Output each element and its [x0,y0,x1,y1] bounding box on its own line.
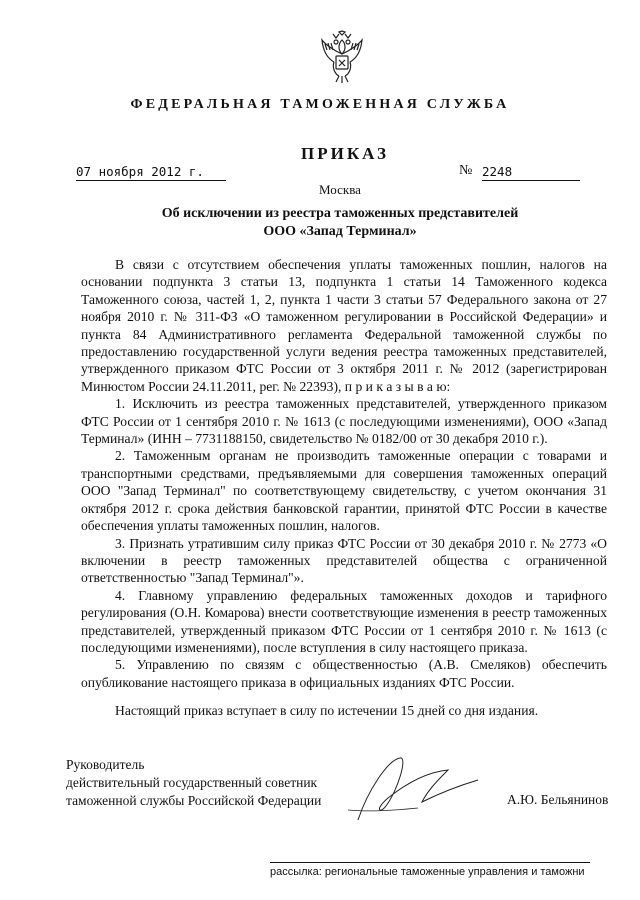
order-heading-line2: ООО «Запад Терминал» [263,224,417,239]
signatory-title [66,756,321,810]
signatory-title-line1: Руководитель [66,757,145,772]
order-number-label: № [459,163,473,178]
signatory-title-line3: таможенной службы Российской Федерации [66,793,322,808]
body-item-1: 1. Исключить из реестра таможенных представителей, утвержденного приказом ФТС России от 1 сентября 2010 г. № 1613 (с последующими изменениями), ООО «Запад Терминал» (ИНН – 7731188150, свидетельство № 0182/00 от 30 декабря 2010 г.). [81,396,607,447]
order-heading-line1: Об исключении из реестра таможенных представителей [161,206,519,221]
order-date: 07 ноября 2012 г. [76,164,226,181]
body-item-4: 4. Главному управлению федеральных таможенных доходов и тарифного регулирования (О.Н. Комарова) внести соответствующие изменения в реестр таможенных представителей, утвержденный приказом ФТС России от 1 сентября 2010 г. № 1613 (с последующими изменениями), после вступления в силу настоящего приказа. [81,587,607,655]
signatory-name: А.Ю. Бельянинов [507,792,609,807]
order-number: 2248 [482,164,580,181]
order-heading [0,205,640,241]
coat-of-arms-emblem [319,30,365,84]
body-intro: В связи с отсутствием обеспечения уплаты таможенных пошлин, налогов на основании подпункта 3 статьи 13, подпункта 1 статьи 14 Таможенного кодекса Таможенного союза, частей 1, 2, пункта 1 части 3 статьи 57 Федерального закона от 27 ноября 2010 г. № 311-ФЗ «О таможенном регулировании в Российской Федерации» и пункта 84 Административного регламента Федеральной таможенной службы по предоставлению государственной услуги ведения реестра таможенных представителей, утвержденного приказом ФТС России от 3 октября 2011 г. № 2012 (зарегистрирован Минюстом России 24.11.2011, рег. № 22393), п р и к а з ы в а ю: [81,257,607,394]
signatory-title-line2: действительный государственный советник [66,775,318,790]
mailing-list: рассылка: региональные таможенные управления и таможни [270,862,590,878]
body-item-3: 3. Признать утратившим силу приказ ФТС России от 30 декабря 2010 г. № 2773 «О включении в реестр таможенных представителей общества с ограниченной ответственностью "Запад Терминал"». [81,535,607,586]
order-body [81,256,607,720]
body-final: Настоящий приказ вступает в силу по истечении 15 дней со дня издания. [115,703,539,719]
agency-name: ФЕДЕРАЛЬНАЯ ТАМОЖЕННАЯ СЛУЖБА [130,97,510,112]
body-item-2: 2. Таможенным органам не производить таможенные операции с товарами и транспортными средствами, предъявляемыми для совершения таможенных операций ООО "Запад Терминал" по соответствующему свидетельству, с учетом окончания 31 октября 2012 г. срока действия банковской гарантии, принятой ФТС России в качестве обеспечения уплаты таможенных пошлин, налогов. [81,448,607,534]
handwritten-signature [338,750,488,830]
document-type: ПРИКАЗ [301,144,389,163]
body-item-5: 5. Управлению по связям с общественностью (А.В. Смеляков) обеспечить опубликование настоящего приказа в официальных изданиях ФТС России. [81,657,607,690]
order-city: Москва [319,182,361,197]
